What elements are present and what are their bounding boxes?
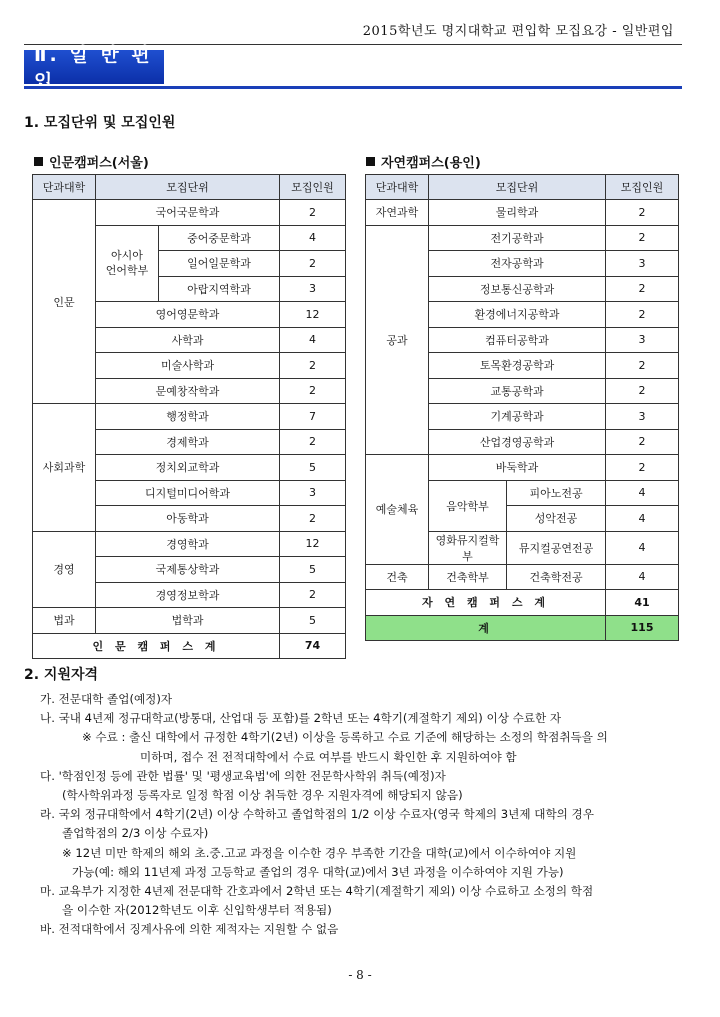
unit-cell: 사학과: [96, 327, 280, 353]
unit-cell: 뮤지컬공연전공: [507, 531, 606, 564]
unit-cell: 행정학과: [96, 404, 280, 430]
banner-underline: [24, 86, 682, 89]
unit-cell: 아동학과: [96, 506, 280, 532]
unit-cell: 성악전공: [507, 506, 606, 532]
page-number: - 8 -: [348, 968, 372, 982]
grand-total-label: 계: [366, 615, 606, 641]
division-cell: 아시아 언어학부: [96, 225, 159, 302]
list-item: 다. '학점인정 등에 관한 법률' 및 '평생교육법'에 의한 전문학사학위 취득(예정)자: [40, 768, 446, 783]
grand-total-count: 115: [606, 615, 679, 641]
count-cell: 3: [606, 404, 679, 430]
division-cell: 영화뮤지컬학부: [429, 531, 507, 564]
list-item: 졸업학점의 2/3 이상 수료자): [62, 826, 209, 841]
list-item: 바. 전적대학에서 징계사유에 의한 제적자는 지원할 수 없음: [40, 922, 339, 937]
college-cell: 경영: [33, 531, 96, 608]
count-cell: 3: [606, 327, 679, 353]
unit-cell: 디지털미디어학과: [96, 480, 280, 506]
list-item: 가. 전문대학 졸업(예정)자: [40, 692, 173, 706]
count-cell: 5: [280, 608, 346, 634]
total-count: 41: [606, 590, 679, 616]
right-campus-title-text: 자연캠퍼스(용인): [381, 156, 481, 171]
count-cell: 3: [280, 276, 346, 302]
college-cell: 건축: [366, 564, 429, 590]
count-cell: 2: [606, 302, 679, 328]
college-cell: 예술체육: [366, 455, 429, 565]
college-cell: 인문: [33, 200, 96, 404]
count-cell: 2: [606, 276, 679, 302]
count-cell: 2: [606, 429, 679, 455]
division-cell: 건축학부: [429, 564, 507, 590]
col-header: 모집인원: [280, 175, 346, 200]
square-bullet-icon: [34, 157, 43, 166]
count-cell: 2: [280, 506, 346, 532]
unit-cell: 산업경영공학과: [429, 429, 606, 455]
count-cell: 2: [606, 378, 679, 404]
total-label: 자 연 캠 퍼 스 계: [366, 590, 606, 616]
list-item: (학사학위과정 등록자로 일정 학점 이상 취득한 경우 지원자격에 해당되지 않음): [62, 788, 463, 803]
unit-cell: 경제학과: [96, 429, 280, 455]
count-cell: 2: [606, 353, 679, 379]
count-cell: 2: [280, 429, 346, 455]
count-cell: 3: [280, 480, 346, 506]
right-campus-table: [365, 174, 679, 641]
unit-cell: 경영학과: [96, 531, 280, 557]
unit-cell: 중어중문학과: [159, 225, 280, 251]
unit-cell: 전자공학과: [429, 251, 606, 277]
unit-cell: 미술사학과: [96, 353, 280, 379]
count-cell: 2: [280, 378, 346, 404]
col-header: 모집단위: [96, 175, 280, 200]
count-cell: 2: [606, 200, 679, 226]
count-cell: 7: [280, 404, 346, 430]
unit-cell: 물리학과: [429, 200, 606, 226]
left-campus-title-text: 인문캠퍼스(서울): [49, 156, 149, 171]
note-item: 미하며, 접수 전 전적대학에서 수료 여부를 반드시 확인한 후 지원하여야 함: [140, 749, 517, 764]
unit-cell: 바둑학과: [429, 455, 606, 481]
col-header: 모집단위: [429, 175, 606, 200]
section1-title: 1. 모집단위 및 모집인원: [24, 115, 176, 131]
count-cell: 5: [280, 557, 346, 583]
unit-cell: 영어영문학과: [96, 302, 280, 328]
unit-cell: 교통공학과: [429, 378, 606, 404]
count-cell: 2: [280, 582, 346, 608]
left-campus-title: [34, 152, 149, 171]
unit-cell: 전기공학과: [429, 225, 606, 251]
section2-title: 2. 지원자격: [24, 667, 99, 683]
unit-cell: 국제통상학과: [96, 557, 280, 583]
count-cell: 5: [280, 455, 346, 481]
note-item: ※ 수료 : 출신 대학에서 규정한 4학기(2년) 이상을 등록하고 수료 기준에 해당하는 소정의 학점취득을 의: [82, 730, 608, 745]
unit-cell: 컴퓨터공학과: [429, 327, 606, 353]
college-cell: 자연과학: [366, 200, 429, 226]
count-cell: 4: [606, 531, 679, 564]
count-cell: 4: [606, 480, 679, 506]
note-item: 가능(예: 해외 11년제 과정 고등학교 졸업의 경우 대학(교)에서 3년 과정을 이수하여야 지원 가능): [72, 864, 564, 879]
count-cell: 4: [280, 225, 346, 251]
count-cell: 3: [606, 251, 679, 277]
total-label: 인 문 캠 퍼 스 계: [33, 633, 280, 659]
count-cell: 2: [280, 200, 346, 226]
left-campus-table: [32, 174, 346, 659]
unit-cell: 아랍지역학과: [159, 276, 280, 302]
square-bullet-icon: [366, 157, 375, 166]
count-cell: 2: [606, 455, 679, 481]
list-item: 나. 국내 4년제 정규대학교(방통대, 산업대 등 포함)를 2학년 또는 4학기(계절학기 제외) 이상 수료한 자: [40, 711, 562, 726]
col-header: 단과대학: [33, 175, 96, 200]
unit-cell: 환경에너지공학과: [429, 302, 606, 328]
note-item: ※ 12년 미만 학제의 해외 초.중.고교 과정을 이수한 경우 부족한 기간을 대학(교)에서 이수하여야 지원: [62, 845, 577, 860]
unit-cell: 국어국문학과: [96, 200, 280, 226]
unit-cell: 경영정보학과: [96, 582, 280, 608]
total-count: 74: [280, 633, 346, 659]
division-cell: 음악학부: [429, 480, 507, 531]
unit-cell: 기계공학과: [429, 404, 606, 430]
count-cell: 12: [280, 531, 346, 557]
count-cell: 4: [606, 506, 679, 532]
unit-cell: 문예창작학과: [96, 378, 280, 404]
page-header: 2015학년도 명지대학교 편입학 모집요강 - 일반편입: [362, 24, 674, 39]
college-cell: 사회과학: [33, 404, 96, 532]
count-cell: 2: [606, 225, 679, 251]
count-cell: 4: [280, 327, 346, 353]
college-cell: 법과: [33, 608, 96, 634]
unit-cell: 정치외교학과: [96, 455, 280, 481]
section-banner: Ⅱ. 일 반 편 입: [24, 50, 164, 84]
list-item: 마. 교육부가 지정한 4년제 전문대학 간호과에서 2학년 또는 4학기(계절학기 제외) 이상 수료하고 소정의 학점: [40, 884, 594, 899]
unit-cell: 정보통신공학과: [429, 276, 606, 302]
list-item: 을 이수한 자(2012학년도 이후 신입학생부터 적용됨): [62, 903, 332, 918]
count-cell: 2: [280, 353, 346, 379]
unit-cell: 일어일문학과: [159, 251, 280, 277]
unit-cell: 법학과: [96, 608, 280, 634]
college-cell: 공과: [366, 225, 429, 455]
count-cell: 4: [606, 564, 679, 590]
col-header: 모집인원: [606, 175, 679, 200]
count-cell: 12: [280, 302, 346, 328]
eligibility-list: [24, 690, 694, 940]
col-header: 단과대학: [366, 175, 429, 200]
unit-cell: 토목환경공학과: [429, 353, 606, 379]
list-item: 라. 국외 정규대학에서 4학기(2년) 이상 수학하고 졸업학점의 1/2 이상 수료자(영국 학제의 3년제 대학의 경우: [40, 807, 594, 822]
unit-cell: 건축학전공: [507, 564, 606, 590]
right-campus-title: [366, 152, 481, 171]
count-cell: 2: [280, 251, 346, 277]
unit-cell: 피아노전공: [507, 480, 606, 506]
